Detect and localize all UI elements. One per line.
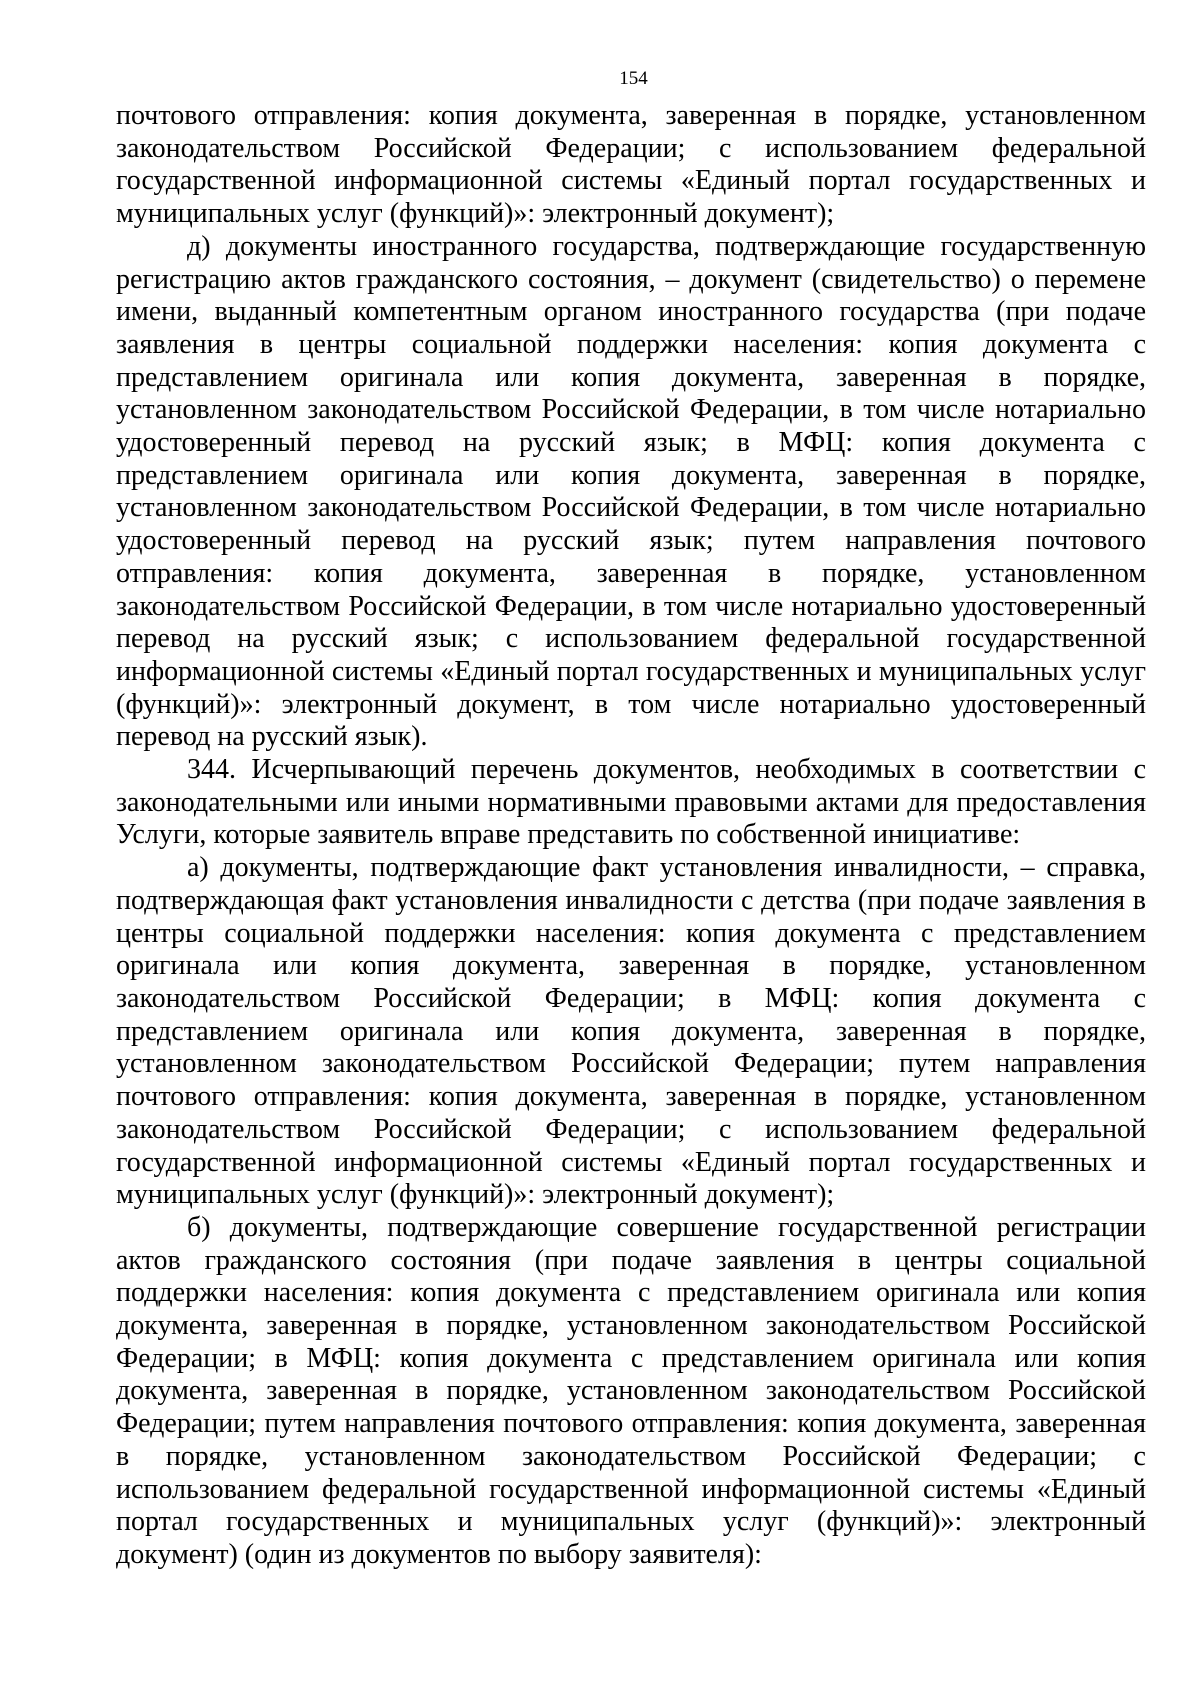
paragraph-item-b: б) документы, подтверждающие совершение государственной регистрации актов гражданского состояния (при подаче заявления в центры социальной поддержки населения: копия документа с представлением оригинала или копия документа, заверенная в порядке, установленном законодательством Российской Федерации; в МФЦ: копия документа с представлением оригинала или копия документа, заверенная в порядке, установленном законодательством Российской Федерации; путем направления почтового отправления: копия документа, заверенная в порядке, установленном законодательством Российской Федерации; с использованием федеральной государственной информационной системы «Единый портал государственных и муниципальных услуг (функций)»: электронный документ) (один из документов по выбору заявителя): — [116, 1211, 1146, 1570]
paragraph-344: 344. Исчерпывающий перечень документов, необходимых в соответствии с законодательными или иными нормативными правовыми актами для предоставления Услуги, которые заявитель вправе представить по собственной инициативе: — [116, 754, 1146, 851]
paragraph-continuation: почтового отправления: копия документа, заверенная в порядке, установленном законодательством Российской Федерации; с использованием федеральной государственной информационной системы «Единый портал государственных и муниципальных услуг (функций)»: электронный документ); — [116, 100, 1146, 230]
document-body — [116, 100, 1146, 1572]
page-number: 154 — [619, 68, 648, 89]
paragraph-item-d: д) документы иностранного государства, подтверждающие государственную регистрацию актов гражданского состояния, – документ (свидетельство) о перемене имени, выданный компетентным органом иностранного государства (при подаче заявления в центры социальной поддержки населения: копия документа с представлением оригинала или копия документа, заверенная в порядке, установленном законодательством Российской Федерации, в том числе нотариально удостоверенный перевод на русский язык; в МФЦ: копия документа с представлением оригинала или копия документа, заверенная в порядке, установленном законодательством Российской Федерации, в том числе нотариально удостоверенный перевод на русский язык; путем направления почтового отправления: копия документа, заверенная в порядке, установленном законодательством Российской Федерации, в том числе нотариально удостоверенный перевод на русский язык; с использованием федеральной государственной информационной системы «Единый портал государственных и муниципальных услуг (функций)»: электронный документ, в том числе нотариально удостоверенный перевод на русский язык). — [116, 230, 1146, 753]
paragraph-item-a: а) документы, подтверждающие факт установления инвалидности, – справка, подтверждающая факт установления инвалидности с детства (при подаче заявления в центры социальной поддержки населения: копия документа с представлением оригинала или копия документа, заверенная в порядке, установленном законодательством Российской Федерации; в МФЦ: копия документа с представлением оригинала или копия документа, заверенная в порядке, установленном законодательством Российской Федерации; путем направления почтового отправления: копия документа, заверенная в порядке, установленном законодательством Российской Федерации; с использованием федеральной государственной информационной системы «Единый портал государственных и муниципальных услуг (функций)»: электронный документ); — [116, 852, 1146, 1211]
